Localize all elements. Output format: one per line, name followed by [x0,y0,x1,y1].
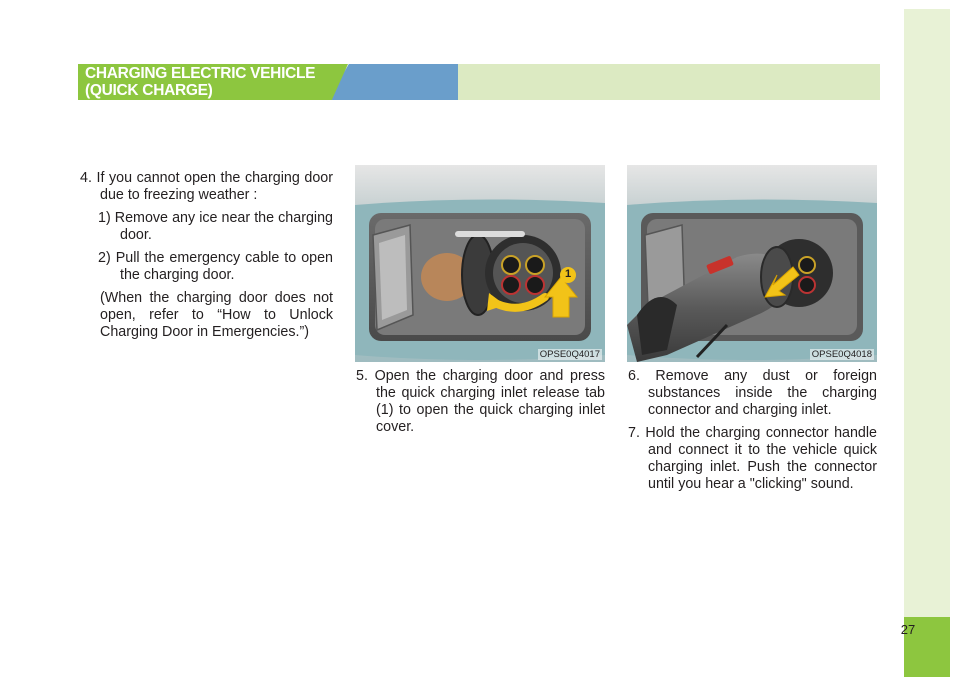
section-title-line2: (QUICK CHARGE) [85,82,213,99]
figure-code: OPSE0Q4017 [539,349,600,360]
step-5: 5. Open the charging door and press the quick charging inlet release tab (1) to open the quick charging inlet cover. [356,368,605,435]
section-title-line1: CHARGING ELECTRIC VEHICLE [85,65,316,82]
text-column-3 [628,368,877,499]
step-7: 7. Hold the charging connector handle and connect it to the vehicle quick charging inlet. Push the connector until you hear a "clicking" sound. [628,425,877,492]
header-bar-blue [328,64,458,100]
step-4-sub-1: 1) Remove any ice near the charging door. [98,210,333,243]
text-column-2 [356,368,605,442]
step-6: 6. Remove any dust or foreign substances inside the charging connector and charging inlet. [628,368,877,418]
connector-illustration [627,165,877,362]
step-4-note: (When the charging door does not open, refer to “How to Unlock Charging Door in Emergencies.”) [100,290,333,340]
step-4: 4. If you cannot open the charging door due to freezing weather : [80,170,333,203]
section-title [85,65,315,99]
side-strip [904,9,950,617]
charging-door-illustration [355,165,605,362]
header-bar-light [458,64,880,100]
step-4-sub-2: 2) Pull the emergency cable to open the charging door. [98,250,333,283]
figure-open-inlet [355,165,605,362]
text-column-1 [80,170,333,347]
section-header [78,64,880,100]
figure-connect-plug [627,165,877,362]
callout-number: 1 [564,268,572,280]
figure-code: OPSE0Q4018 [811,349,872,360]
page-number: 27 [900,622,916,637]
